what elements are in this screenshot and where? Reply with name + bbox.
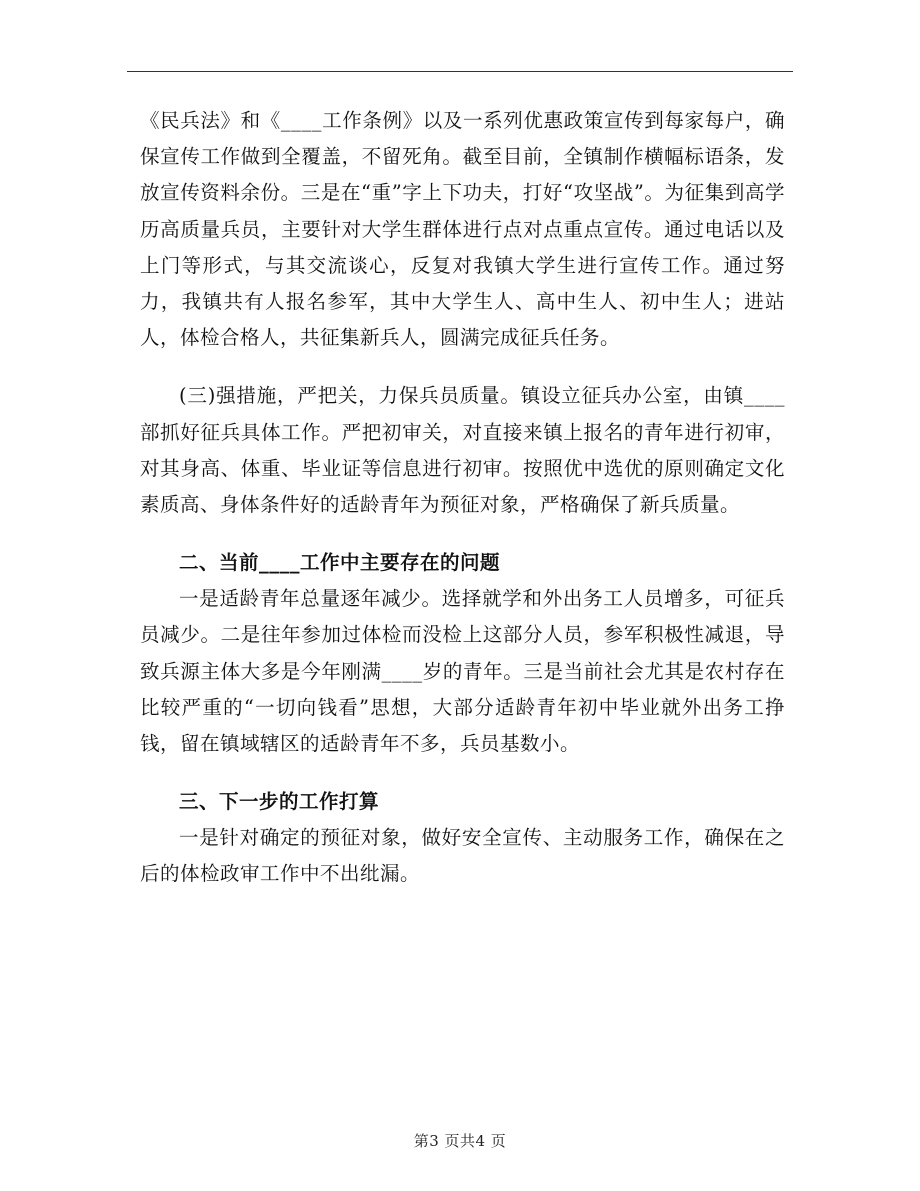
- paragraph-quality-measures: (三)强措施，严把关，力保兵员质量。镇设立征兵办公室，由镇____部抓好征兵具体工作。严把初审关，对直接来镇上报名的青年进行初审，对其身高、体重、毕业证等信息进行初审。按照优中选优的原则确定文化素质高、身体条件好的适龄青年为预征对象，严格确保了新兵质量。: [140, 384, 785, 517]
- header-rule: [127, 71, 793, 72]
- paragraph-propaganda-continued: 《民兵法》和《____工作条例》以及一系列优惠政策宣传到每家每户，确保宣传工作做到全覆盖，不留死角。截至目前，全镇制作横幅标语条，发放宣传资料余份。三是在“重”字上下功夫，打好“攻坚战”。为征集到高学历高质量兵员，主要针对大学生群体进行点对点重点宣传。通过电话以及上门等形式，与其交流谈心，反复对我镇大学生进行宣传工作。通过努力，我镇共有人报名参军，其中大学生人、高中生人、初中生人；进站人，体检合格人，共征集新兵人，圆满完成征兵任务。: [140, 109, 785, 350]
- page-number-footer: 第3 页共4 页: [413, 1132, 507, 1150]
- paragraph-problems: 一是适龄青年总量逐年减少。选择就学和外出务工人员增多，可征兵员减少。二是往年参加过体检而没检上这部分人员，参军积极性减退，导致兵源主体大多是今年刚满____岁的青年。三是当前社会尤其是农村存在比较严重的“一切向钱看”思想，大部分适龄青年初中毕业就外出务工挣钱，留在镇域辖区的适龄青年不多，兵员基数小。: [140, 587, 785, 756]
- paragraph-next-steps: 一是针对确定的预征对象，做好安全宣传、主动服务工作，确保在之后的体检政审工作中不出纰漏。: [140, 826, 785, 886]
- document-body: [140, 103, 785, 893]
- section-heading-problems: 二、当前____工作中主要存在的问题: [179, 551, 501, 575]
- section-heading-next-steps: 三、下一步的工作打算: [179, 790, 380, 814]
